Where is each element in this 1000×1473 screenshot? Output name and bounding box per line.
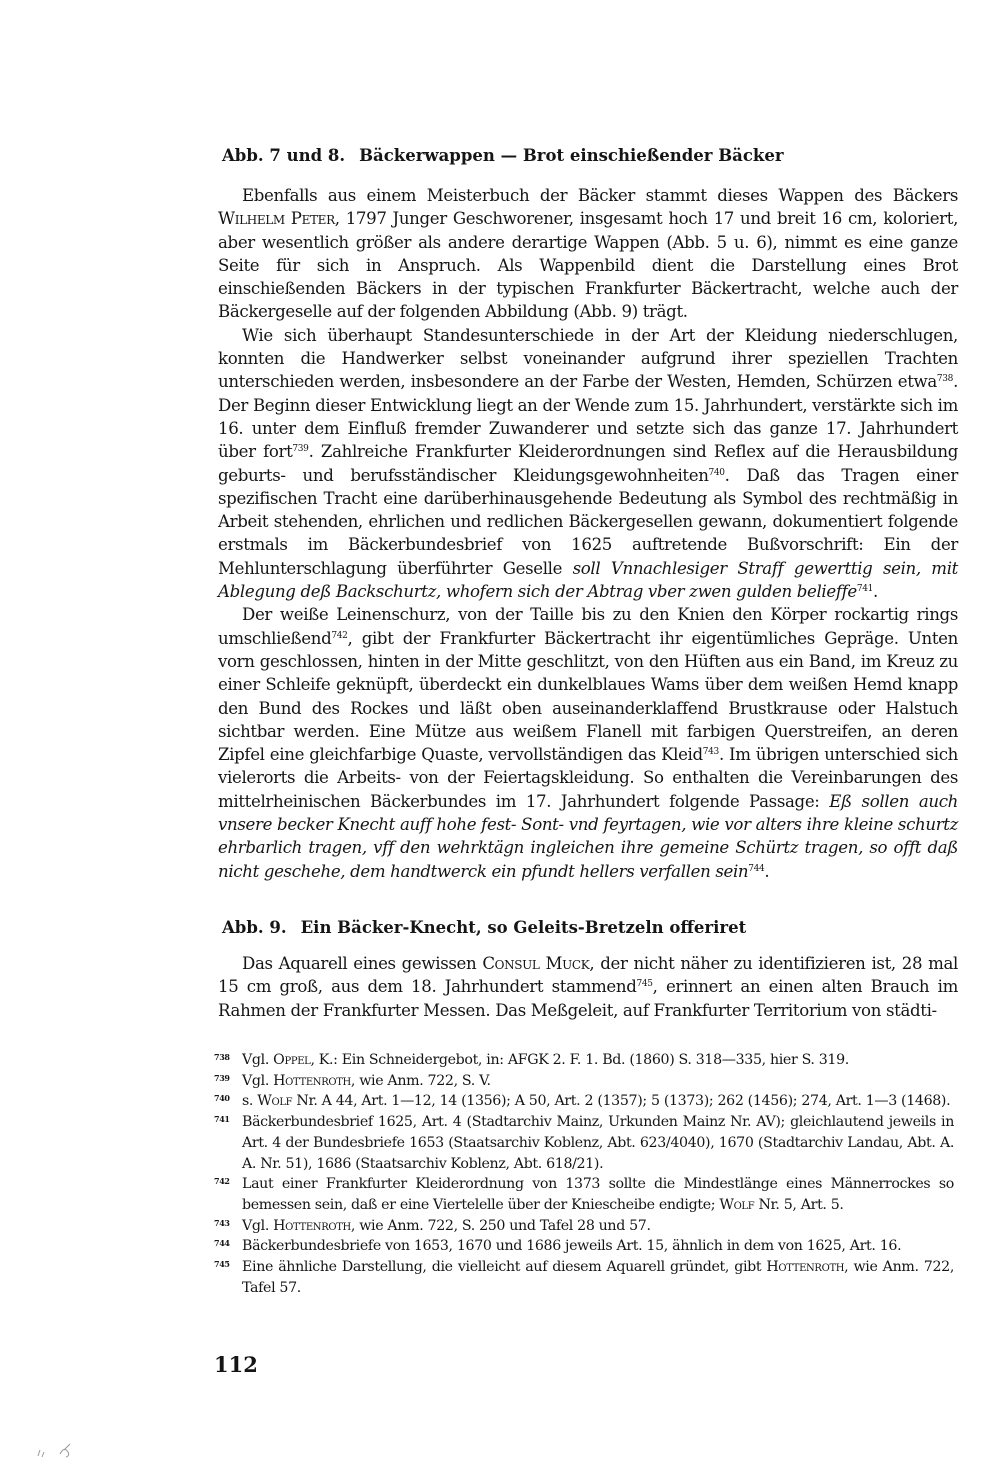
footnote-745: 745 Eine ähnliche Darstellung, die vielleicht auf diesem Aquarell gründet, gibt Hottenroth, wie Anm. 722, Tafel 57. [214, 1257, 954, 1298]
author-name: Hottenroth [273, 1217, 351, 1234]
page-number: 112 [214, 1352, 258, 1377]
footnote-number: 744 [214, 1238, 230, 1249]
figure-number: Abb. 7 und 8. [222, 146, 346, 165]
footnote-738: 738 Vgl. Oppel, K.: Ein Schneidergebot, in: AFGK 2. F. 1. Bd. (1860) S. 318—335, hier S. 319. [214, 1050, 954, 1071]
section-heading-abb-9 [222, 918, 962, 937]
author-name: Wolf [719, 1196, 755, 1213]
section-heading-abb-7-8 [222, 146, 962, 165]
footnote-ref[interactable]: 743 [702, 747, 719, 758]
footnote-743: 743 Vgl. Hottenroth, wie Anm. 722, S. 250 und Tafel 28 und 57. [214, 1216, 954, 1237]
footnote-741: 741 Bäckerbundesbrief 1625, Art. 4 (Stadtarchiv Mainz, Urkunden Mainz Nr. AV); gleichlautend jeweils in Art. 4 der Bundesbriefe 1653 (Staatsarchiv Koblenz, Abt. 623/4040), 1670 (Stadtarchiv Landau, Abt. A. A. Nr. 51), 1686 (Staatsarchiv Koblenz, Abt. 618/21). [214, 1112, 954, 1174]
footnote-ref[interactable]: 745 [636, 979, 653, 990]
paragraph-1: Ebenfalls aus einem Meisterbuch der Bäcker stammt dieses Wappen des Bäckers Wilhelm Peter, 1797 Junger Geschworener, insgesamt hoch 17 und breit 16 cm, koloriert, aber wesentlich größer als andere derartige Wappen (Abb. 5 u. 6), nimmt es eine ganze Seite für sich in Anspruch. Als Wappenbild dient die Darstellung eines Brot einschießenden Bäckers in der typischen Frankfurter Bäckertracht, welche auch der Bäckergeselle auf der folgenden Abbildung (Abb. 9) trägt. [218, 186, 958, 322]
footnote-ref[interactable]: 740 [708, 467, 725, 478]
person-name: Wilhelm Peter [218, 209, 335, 229]
footnote-ref[interactable]: 739 [292, 444, 309, 455]
footnote-number: 741 [214, 1114, 230, 1125]
footnote-742: 742 Laut einer Frankfurter Kleiderordnung von 1373 sollte die Mindestlänge eines Männerrockes so bemessen sein, daß er eine Viertelelle über der Kniescheibe endigte; Wolf Nr. 5, Art. 5. [214, 1174, 954, 1215]
footnote-ref[interactable]: 738 [936, 374, 954, 385]
footnote-number: 745 [214, 1259, 230, 1270]
footnote-ref[interactable]: 744 [748, 863, 765, 874]
author-name: Oppel [273, 1052, 311, 1068]
footnote-ref[interactable]: 741 [856, 584, 874, 595]
person-name: Consul Muck [482, 954, 590, 973]
author-name: Hottenroth [273, 1072, 351, 1089]
paragraph-4: Das Aquarell eines gewissen Consul Muck, der nicht näher zu identifizieren ist, 28 mal 15 cm groß, aus dem 18. Jahrhundert stammend$^{745}$, erinnert an einen alten Brauch im Rahmen der Frankfurter Messen. Das Meßgeleit, auf Frankfurter Territorium von städti- [218, 954, 959, 1020]
author-name: Hottenroth [766, 1259, 845, 1276]
footnote-739: 739 Vgl. Hottenroth, wie Anm. 722, S. V. [214, 1071, 954, 1092]
historical-quote: soll Vnnachlesiger Straff gewerttig sein, mit Ablegung deß Backschurtz, whofern sich der Abtrag vber zwen gulden belieffe [218, 558, 958, 602]
footnote-ref[interactable]: 742 [331, 630, 348, 641]
paragraph-2: Wie sich überhaupt Standesunterschiede in der Art der Kleidung niederschlugen, konnten die Handwerker selbst voneinander aufgrund ihrer speziellen Trachten unterschieden werden, insbesondere an der Farbe der Westen, Hemden, Schürzen etwa$^{738}$. Der Beginn dieser Entwicklung liegt an der Wende zum 15. Jahrhundert, verstärkte sich im 16. unter dem Einfluß fremder Zuwanderer und setzte sich das ganze 17. Jahrhundert über fort$^{739}$. Zahlreiche Frankfurter Kleiderordnungen sind Reflex auf die Herausbildung geburts- und berufsständischer Kleidungsgewohnheiten$^{740}$. Daß das Tragen einer spezifischen Tracht eine darüberhinausgehende Bedeutung als Symbol des rechtmäßig in Arbeit stehenden, ehrlichen und redlichen Bäckergesellen gewann, dokumentiert folgende erstmals im Bäckerbundesbrief von 1625 auftretende Bußvorschrift: Ein der Mehlunterschlagung überführter Geselle soll Vnnachlesiger Straff gewerttig sein, mit Ablegung deß Backschurtz, whofern sich der Abtrag vber zwen gulden belieffe$^{741}$. [218, 325, 958, 602]
footnote-740: 740 s. Wolf Nr. A 44, Art. 1—12, 14 (1356); A 50, Art. 2 (1357); 5 (1373); 262 (1456); 274, Art. 1—3 (1468). [214, 1091, 954, 1112]
footnote-number: 742 [214, 1176, 230, 1187]
footnotes [214, 1050, 954, 1298]
historical-quote: Eß sollen auch vnsere becker Knecht auff hohe fest- Sont- vnd feyrtagen, wie vor alters ihre kleine schurtz ehrbarlich tragen, vff den wehrktägn ingleichen ihre gemeine Schürtz tragen, so offt daß nicht geschehe, dem handtwerck ein pfundt hellers verfallen sein [218, 791, 958, 881]
author-name: Wolf [257, 1093, 293, 1110]
body-text-section-1 [218, 184, 958, 883]
section-title: Bäckerwappen — Brot einschießender Bäcker [359, 146, 784, 165]
footnote-number: 740 [214, 1093, 230, 1104]
footnote-number: 739 [214, 1072, 230, 1083]
figure-number: Abb. 9. [222, 918, 287, 937]
footnote-number: 743 [214, 1217, 230, 1228]
section-title: Ein Bäcker-Knecht, so Geleits-Bretzeln offeriret [300, 918, 747, 937]
paragraph-3: Der weiße Leinenschurz, von der Taille bis zu den Knien den Körper rockartig rings umschließend$^{742}$, gibt der Frankfurter Bäckertracht ihr eigentümliches Gepräge. Unten vorn geschlossen, hinten in der Mitte geschlitzt, von den Hüften aus ein Band, im Kreuz zu einer Schleife geknüpft, überdeckt ein dunkelblaues Wams über dem weißen Hemd knapp den Bund des Rockes und läßt oben auseinanderklaffend Brustkrause oder Halstuch sichtbar werden. Eine Mütze aus weißem Flanell mit farbigen Querstreifen, an deren Zipfel eine gleichfarbige Quaste, vervollständigen das Kleid$^{743}$. Im übrigen unterschied sich vielerorts die Arbeits- von der Feiertagskleidung. So enthalten die Vereinbarungen des mittelrheinischen Bäckerbundes im 17. Jahrhundert folgende Passage: Eß sollen auch vnsere becker Knecht auff hohe fest- Sont- vnd feyrtagen, wie vor alters ihre kleine schurtz ehrbarlich tragen, vff den wehrktägn ingleichen ihre gemeine Schürtz tragen, so offt daß nicht geschehe, dem handtwerck ein pfundt hellers verfallen sein$^{744}$. [218, 605, 958, 881]
margin-mark [30, 1430, 90, 1460]
footnote-744: 744 Bäckerbundesbriefe von 1653, 1670 und 1686 jeweils Art. 15, ähnlich in dem von 1625, Art. 16. [214, 1236, 954, 1257]
body-text-section-2 [218, 952, 958, 1022]
footnote-number: 738 [214, 1052, 230, 1062]
